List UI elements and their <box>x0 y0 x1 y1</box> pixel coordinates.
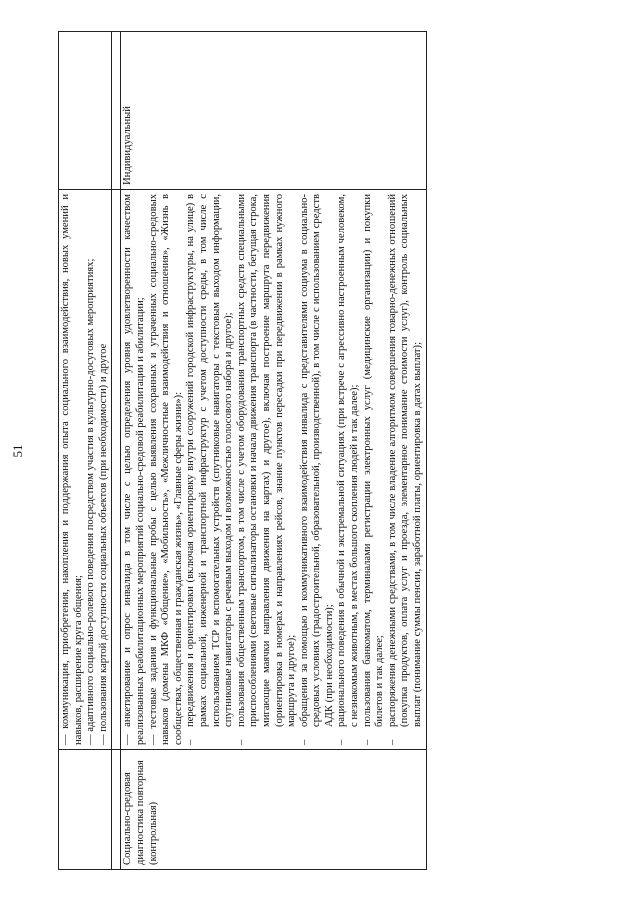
list-item: — адаптивного социально-ролевого поведения посредством участия в культурно-досуговых мероприятиях; <box>85 258 97 745</box>
cell-service-content <box>121 190 426 750</box>
spacer-cell <box>112 750 121 870</box>
dash-mark: – <box>361 739 373 745</box>
list-item: — анкетирование и опрос инвалида в том числе с целью определения уровня удовлетворенности качеством реализованных реабилитационных мероприятий социально-средовой реабилитации и абилитации; <box>122 194 146 745</box>
table-row-continuation <box>59 32 112 870</box>
sub-list-text: распоряжения денежными средствами, в том числе владение алгоритмом совершения товарно-денежных отношений (покупка продуктов, оплата услуг и проезда, элементарное понимание стоимости услуг), контроль социальных выплат (понимание суммы пенсии, заработной платы, ориентировка в датах выплат); <box>386 194 424 727</box>
sub-list-item <box>299 194 337 745</box>
table-row-spacer <box>112 32 121 870</box>
sub-list-text: обращения за помощью и коммуникативного взаимодействия инвалида с представителями социума в социально-средовых условиях (градостроительной, образовательной, производственной), в том числе с использованием средств АДК (при необходимости); <box>298 194 335 727</box>
cell-service-name: Социально-средовая диагностика повторная (контрольная) <box>121 750 426 870</box>
dash-mark: – <box>336 739 348 745</box>
dash-mark: – <box>235 739 247 745</box>
sub-list-text: пользования банкоматом, терминалами регистрации электронных услуг (медицинские организации) и покупки билетов и так далее; <box>361 194 386 727</box>
list-item: — тестовые задания и функциональные пробы с целью выявления сохранных и утраченных социально-средовых навыков (домены МКФ «Общение», «Мобильность», «Межличностные взаимодействия и отношения», «Жизнь в сообществах, общественная и гражданская жизнь», «Главные сферы жизни»): <box>147 194 184 745</box>
sub-list-item <box>236 194 299 745</box>
sub-list-item <box>336 194 361 745</box>
dash-mark: – <box>185 739 197 745</box>
dash-mark: – <box>386 739 398 745</box>
sub-list-item <box>387 194 425 745</box>
page-number: 51 <box>10 444 25 458</box>
cell-service-form: Индивидуальный <box>121 32 426 190</box>
table-row-diagnostics <box>121 32 426 870</box>
sub-list-item <box>185 194 235 745</box>
dash-mark: – <box>298 739 310 745</box>
list-item: — коммуникация, приобретения, накопления и поддержания опыта социального взаимодействия, новых умений и навыков, расширение круга общения; <box>60 194 84 745</box>
list-item: — пользования картой доступности социальных объектов (при необходимости) и другое <box>97 343 109 745</box>
spacer-cell <box>112 190 121 750</box>
sub-list-text: пользования общественным транспортом, в том числе с учетом оборудования транспортных средств специальными приспособлениями (световые сигнализаторы остановки и начала движения транспорта (в частности, бегущая строка, мигающие маячки направления движения на картах) и другое), включая построение маршрута передвижения (ориентировка в номерах и направлениях рейсов, знание пунктов пересадки при передвижении в рамках нужного маршрута и другое); <box>235 194 298 727</box>
sub-list-text: рационального поведения в обычной и экстремальной ситуациях (при встрече с агрессивно настроенным человеком, с незнакомым животным, в местах большого скопления людей и так далее); <box>336 194 361 727</box>
cell-empty-left <box>59 750 112 870</box>
cell-continuation-text <box>59 190 112 750</box>
cell-empty-right <box>59 32 112 190</box>
spacer-cell <box>112 32 121 190</box>
sub-list-text: передвижения и ориентировки (включая ориентировку внутри сооружений городской инфраструктуры, на улице) в рамках социальной, инженерной и транспортной инфраструктур с учетом доступности среды, в том числе с использованием ТСР и вспомогательных устройств (спутниковые навигаторы с текстовым выходом информации, спутниковые навигаторы с речевым выходом и возможностью голосового набора и другое); <box>185 194 235 727</box>
sub-list-item <box>362 194 387 745</box>
methods-table <box>58 31 427 870</box>
